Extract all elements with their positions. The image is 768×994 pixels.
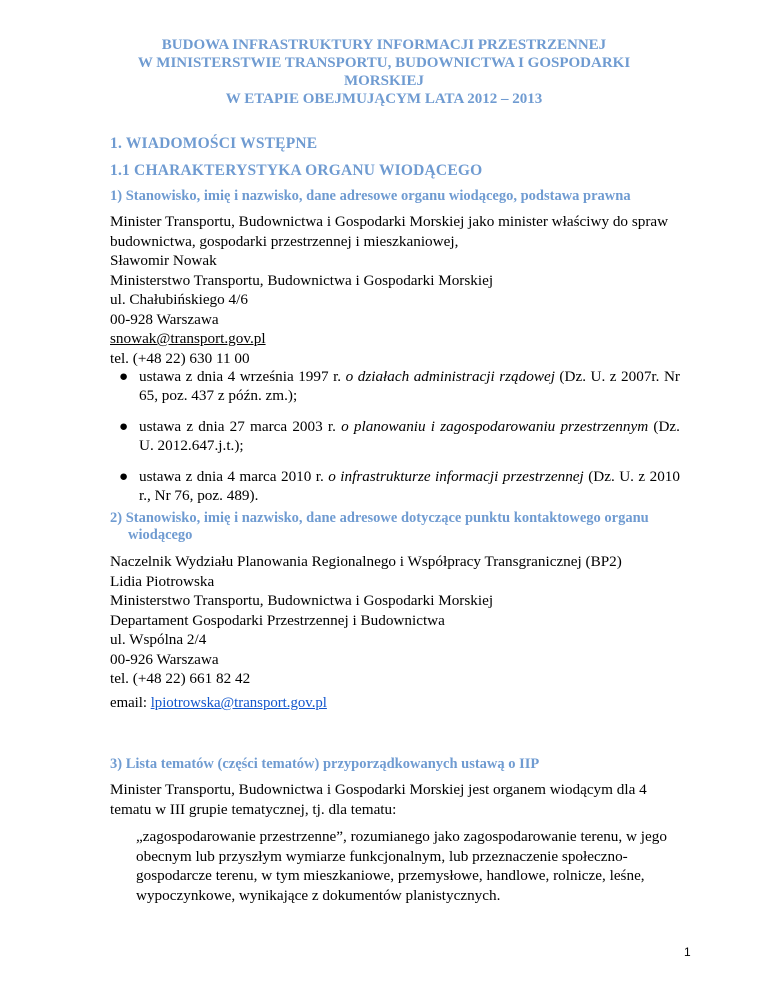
contact-email-line [110,694,680,714]
theme-line-2: obecnym lub przyszłym wymiarze funkcjonalnym, lub przeznaczenie społeczno- [136,847,628,865]
bullet-icon: ● [119,368,129,385]
item2-heading-line-2: wiodącego [128,527,193,543]
bullet-icon: ● [119,418,129,435]
section-heading: 1. WIADOMOŚCI WSTĘPNE [110,135,318,152]
item3-line-1: Minister Transportu, Budownictwa i Gospodarki Morskiej jest organem wiodącym dla 4 [110,781,647,798]
minister-institution: Ministerstwo Transportu, Budownictwa i Gospodarki Morskiej [110,271,494,289]
contact-email-label: email: [110,695,151,711]
contact-name: Lidia Piotrowska [110,572,215,590]
item2-body [110,552,680,689]
item1-body [110,212,680,368]
item3-paragraph [110,780,680,819]
item2-heading [110,510,680,544]
legal-basis-list [110,368,680,505]
item1-line-2: budownictwa, gospodarki przestrzennej i mieszkaniowej, [110,232,459,250]
item3-heading: 3) Lista tematów (części tematów) przyporządkowanych ustawą o IIP [110,756,540,772]
legal-act-reference: (Dz. U. z 2007r. Nr 65, poz. 437 z późn. zm.); [139,368,680,404]
legal-act-reference: (Dz. U. z 2010 r., Nr 76, poz. 489). [139,468,680,504]
theme-line-4: wypoczynkowe, wynikające z dokumentów planistycznych. [136,886,501,904]
legal-act-text: ustawa z dnia 4 marca 2010 r. [139,468,329,485]
theme-line-1: „zagospodarowanie przestrzenne”, rozumianego jako zagospodarowanie terenu, w jego [136,828,667,845]
page-number: 1 [684,945,691,959]
minister-city: 00-928 Warszawa [110,310,219,328]
legal-act-text: ustawa z dnia 4 września 1997 r. [139,368,346,385]
legal-act-title: o działach administracji rządowej [345,368,555,385]
title-line-3: MORSKIEJ [343,73,424,89]
title-line-2: W MINISTERSTWIE TRANSPORTU, BUDOWNICTWA I GOSPODARKI [137,55,631,71]
item3-line-2: tematu w III grupie tematycznej, tj. dla tematu: [110,800,397,818]
contact-phone: tel. (+48 22) 661 82 42 [110,670,251,687]
contact-position: Naczelnik Wydziału Planowania Regionalnego i Współpracy Transgranicznej (BP2) [110,553,622,570]
legal-basis-item [110,468,680,505]
legal-act-title: o infrastrukturze informacji przestrzennej [328,468,584,485]
contact-city: 00-926 Warszawa [110,650,219,668]
title-line-4: W ETAPIE OBEJMUJĄCYM LATA 2012 – 2013 [225,91,543,107]
theme-line-3: gospodarcze terenu, w tym mieszkaniowe, przemysłowe, handlowe, rolnicze, leśne, [136,867,645,884]
legal-act-reference: (Dz. U. 2012.647.j.t.); [139,418,680,454]
legal-basis-item [110,418,680,455]
contact-institution: Ministerstwo Transportu, Budownictwa i Gospodarki Morskiej [110,592,494,609]
contact-email-link[interactable]: lpiotrowska@transport.gov.pl [150,695,327,711]
title-line-1: BUDOWA INFRASTRUKTURY INFORMACJI PRZESTRZENNEJ [161,37,607,53]
item1-line-1: Minister Transportu, Budownictwa i Gospodarki Morskiej jako minister właściwy do spraw [110,213,669,230]
legal-basis-item [110,368,680,405]
theme-definition [136,827,681,905]
document-title [110,36,658,108]
contact-department: Departament Gospodarki Przestrzennej i Budownictwa [110,611,445,629]
item2-heading-line-1: 2) Stanowisko, imię i nazwisko, dane adresowe dotyczące punktu kontaktowego organu [110,510,649,526]
item1-heading: 1) Stanowisko, imię i nazwisko, dane adresowe organu wiodącego, podstawa prawna [110,188,631,204]
subsection-heading: 1.1 CHARAKTERYSTYKA ORGANU WIODĄCEGO [110,162,483,179]
minister-name: Sławomir Nowak [110,252,217,269]
contact-street: ul. Wspólna 2/4 [110,631,207,648]
minister-phone: tel. (+48 22) 630 11 00 [110,349,250,367]
minister-email-link[interactable]: snowak@transport.gov.pl [110,330,266,347]
minister-street: ul. Chałubińskiego 4/6 [110,291,248,308]
bullet-icon: ● [119,468,129,485]
legal-act-title: o planowaniu i zagospodarowaniu przestrzennym [341,418,649,435]
legal-act-text: ustawa z dnia 27 marca 2003 r. [139,418,342,435]
